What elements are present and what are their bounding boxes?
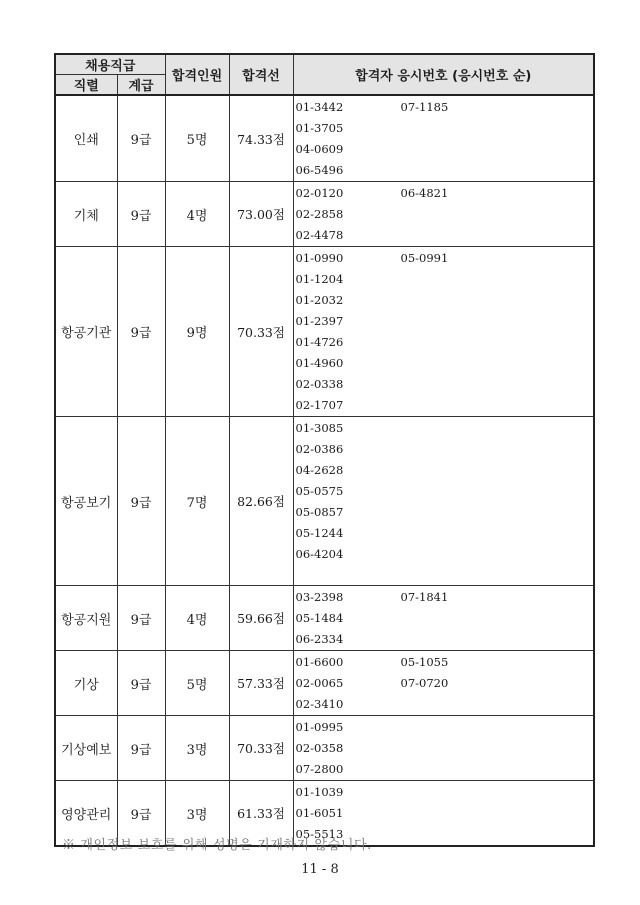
applicant-number (401, 269, 511, 290)
applicant-number (401, 332, 511, 353)
applicant-number: 02-0386 (295, 442, 344, 456)
cutoff-score-cell: 74.33점 (229, 95, 293, 182)
table-row (55, 95, 594, 182)
job-series-cell: 인쇄 (55, 95, 117, 182)
table-row (55, 247, 594, 417)
applicant-number (401, 118, 511, 139)
applicant-number: 07-2800 (295, 762, 344, 776)
applicant-number (401, 608, 511, 629)
applicant-number: 02-0358 (295, 741, 344, 755)
applicant-number: 04-2628 (295, 463, 344, 477)
applicant-number: 01-0995 (295, 720, 344, 734)
applicant-number: 02-3410 (295, 697, 344, 711)
applicant-number (401, 374, 511, 395)
applicant-number (401, 694, 511, 715)
applicant-number: 05-0575 (295, 484, 344, 498)
applicant-number: 02-4478 (295, 228, 344, 242)
table-row (55, 417, 594, 586)
applicant-number: 05-0991 (400, 251, 449, 265)
applicant-number: 01-6051 (295, 806, 344, 820)
header-pass-count: 합격인원 (165, 54, 229, 95)
table-row (55, 182, 594, 247)
applicant-number (401, 460, 511, 481)
applicant-numbers-cell (293, 247, 594, 417)
applicant-number: 01-3705 (295, 121, 344, 135)
table-row (55, 586, 594, 651)
pass-count-cell: 4명 (165, 586, 229, 651)
applicant-number: 06-2334 (295, 632, 344, 646)
applicant-number: 01-4960 (295, 356, 344, 370)
applicant-number: 01-2397 (295, 314, 344, 328)
applicant-number: 07-0720 (400, 676, 449, 690)
applicant-number (401, 803, 511, 824)
applicant-number: 02-0065 (295, 676, 344, 690)
cutoff-score-cell: 70.33점 (229, 716, 293, 781)
pass-count-cell: 9명 (165, 247, 229, 417)
header-applicant-numbers: 합격자 응시번호 (응시번호 순) (293, 54, 594, 95)
applicant-number: 01-1204 (295, 272, 344, 286)
table-body (55, 95, 594, 846)
page-number: 11 - 8 (301, 862, 339, 877)
applicant-number (401, 502, 511, 523)
job-series-cell: 영양관리 (55, 781, 117, 847)
applicant-number (401, 225, 511, 246)
table-header (55, 54, 594, 95)
applicant-number: 01-6600 (295, 655, 344, 669)
applicant-numbers-cell (293, 95, 594, 182)
applicant-number (401, 738, 511, 759)
grade-cell: 9급 (117, 651, 165, 716)
cutoff-score-cell: 70.33점 (229, 247, 293, 417)
header-recruit-grade: 채용직급 (55, 54, 165, 75)
grade-cell: 9급 (117, 182, 165, 247)
applicant-number: 07-1185 (400, 100, 449, 114)
pass-count-cell: 7명 (165, 417, 229, 586)
applicant-number: 06-4204 (295, 547, 344, 561)
applicant-number (401, 418, 511, 439)
applicant-number: 01-1039 (295, 785, 344, 799)
applicant-number: 01-2032 (295, 293, 344, 307)
applicant-numbers-cell (293, 182, 594, 247)
applicant-number (401, 160, 511, 181)
header-job-series: 직렬 (55, 75, 117, 96)
grade-cell: 9급 (117, 95, 165, 182)
applicant-number (401, 311, 511, 332)
pass-count-cell: 4명 (165, 182, 229, 247)
applicant-number: 01-3085 (295, 421, 344, 435)
applicant-numbers-cell (293, 716, 594, 781)
applicant-number (401, 629, 511, 650)
applicant-number: 02-1707 (295, 398, 344, 412)
applicant-number: 05-0857 (295, 505, 344, 519)
cutoff-score-cell: 61.33점 (229, 781, 293, 847)
applicant-number: 04-0609 (295, 142, 344, 156)
pass-count-cell: 5명 (165, 95, 229, 182)
applicant-number: 06-5496 (295, 163, 344, 177)
job-series-cell: 기상 (55, 651, 117, 716)
grade-cell: 9급 (117, 586, 165, 651)
applicant-number: 05-1484 (295, 611, 344, 625)
results-table (54, 53, 595, 847)
job-series-cell: 항공보기 (55, 417, 117, 586)
applicant-number: 02-0338 (295, 377, 344, 391)
table-row (55, 716, 594, 781)
applicant-number (401, 782, 511, 803)
applicant-numbers-cell (293, 651, 594, 716)
grade-cell: 9급 (117, 247, 165, 417)
pass-count-cell: 3명 (165, 716, 229, 781)
job-series-cell: 기체 (55, 182, 117, 247)
applicant-number: 05-1244 (295, 526, 344, 540)
applicant-number: 01-4726 (295, 335, 344, 349)
applicant-number (401, 481, 511, 502)
applicant-number (401, 717, 511, 738)
job-series-cell: 항공지원 (55, 586, 117, 651)
privacy-note: ※ 개인정보 보호를 위해 성명은 기재하지 않습니다. (62, 838, 372, 853)
header-grade: 계급 (117, 75, 165, 96)
applicant-number: 03-2398 (295, 590, 344, 604)
applicant-number: 02-0120 (295, 186, 344, 200)
applicant-number (401, 439, 511, 460)
applicant-number: 01-3442 (295, 100, 344, 114)
applicant-number (401, 544, 511, 565)
pass-count-cell: 5명 (165, 651, 229, 716)
grade-cell: 9급 (117, 716, 165, 781)
applicant-number (401, 204, 511, 225)
applicant-numbers-cell (293, 417, 594, 586)
pass-count-cell: 3명 (165, 781, 229, 847)
applicant-number (401, 395, 511, 416)
applicant-number (401, 759, 511, 780)
cutoff-score-cell: 73.00점 (229, 182, 293, 247)
applicant-number (401, 523, 511, 544)
applicant-number: 05-1055 (400, 655, 449, 669)
grade-cell: 9급 (117, 417, 165, 586)
cutoff-score-cell: 57.33점 (229, 651, 293, 716)
job-series-cell: 항공기관 (55, 247, 117, 417)
grade-cell: 9급 (117, 781, 165, 847)
table-row (55, 651, 594, 716)
applicant-number: 05-5513 (295, 827, 344, 841)
cutoff-score-cell: 59.66점 (229, 586, 293, 651)
applicant-number (401, 353, 511, 374)
applicant-number (401, 139, 511, 160)
applicant-number (401, 824, 511, 845)
applicant-number: 07-1841 (400, 590, 449, 604)
applicant-number (401, 290, 511, 311)
applicant-number: 06-4821 (400, 186, 449, 200)
applicant-numbers-cell (293, 586, 594, 651)
cutoff-score-cell: 82.66점 (229, 417, 293, 586)
header-cutoff: 합격선 (229, 54, 293, 95)
applicant-number: 02-2858 (295, 207, 344, 221)
applicant-number: 01-0990 (295, 251, 344, 265)
job-series-cell: 기상예보 (55, 716, 117, 781)
